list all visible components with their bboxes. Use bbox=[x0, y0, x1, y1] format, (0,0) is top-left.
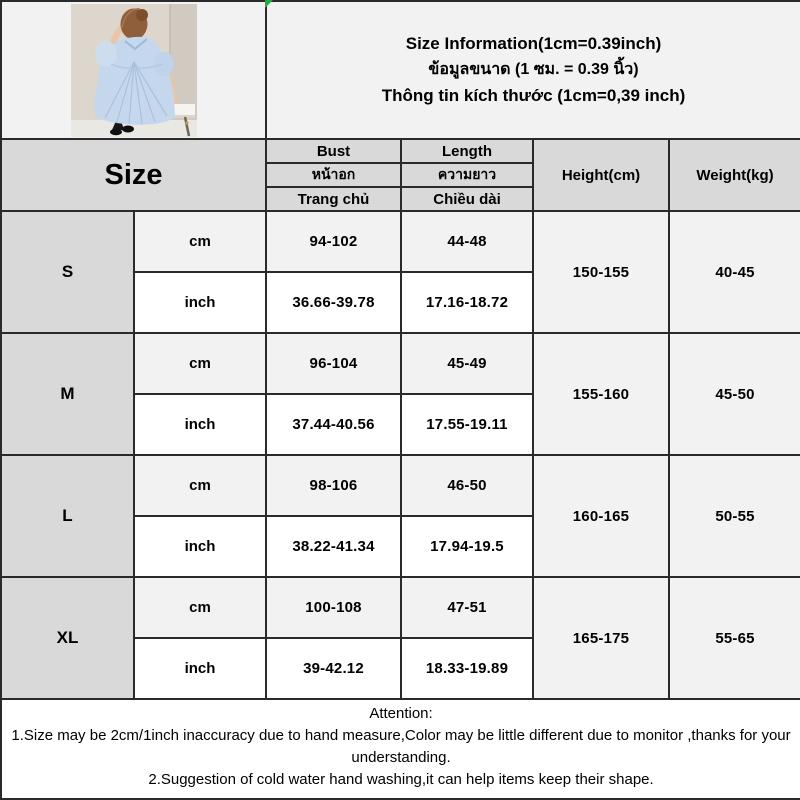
length-header-vi: Chiều dài bbox=[401, 187, 533, 211]
s-cm-bust: 94-102 bbox=[266, 211, 401, 272]
m-inch-length: 17.55-19.11 bbox=[401, 394, 533, 455]
title-english: Size Information(1cm=0.39inch) bbox=[405, 34, 662, 53]
m-cm-bust: 96-104 bbox=[266, 333, 401, 394]
m-cm-length: 45-49 bbox=[401, 333, 533, 394]
attention-note-1: 1.Size may be 2cm/1inch inaccuracy due to hand measure,Color may be little different due to monitor ,thanks for your understanding. bbox=[11, 727, 791, 766]
height-header: Height(cm) bbox=[533, 139, 669, 211]
s-height: 150-155 bbox=[533, 211, 669, 333]
length-header-en: Length bbox=[401, 139, 533, 163]
xl-inch-bust: 39-42.12 bbox=[266, 638, 401, 699]
product-photo-cell bbox=[1, 1, 266, 139]
bust-header-en: Bust bbox=[266, 139, 401, 163]
size-label-l: L bbox=[1, 455, 134, 577]
l-height: 160-165 bbox=[533, 455, 669, 577]
unit-inch-cell: inch bbox=[134, 638, 266, 699]
unit-cm-cell: cm bbox=[134, 333, 266, 394]
unit-cm-cell: cm bbox=[134, 211, 266, 272]
l-weight: 50-55 bbox=[669, 455, 800, 577]
l-inch-length: 17.94-19.5 bbox=[401, 516, 533, 577]
unit-cm-cell: cm bbox=[134, 455, 266, 516]
m-height: 155-160 bbox=[533, 333, 669, 455]
unit-inch-cell: inch bbox=[134, 516, 266, 577]
xl-cm-bust: 100-108 bbox=[266, 577, 401, 638]
size-label-s: S bbox=[1, 211, 134, 333]
s-cm-length: 44-48 bbox=[401, 211, 533, 272]
product-photo bbox=[71, 4, 197, 137]
size-info-title bbox=[266, 1, 800, 139]
title-thai: ข้อมูลขนาด (1 ซม. = 0.39 นิ้ว) bbox=[428, 61, 639, 78]
xl-cm-length: 47-51 bbox=[401, 577, 533, 638]
m-inch-bust: 37.44-40.56 bbox=[266, 394, 401, 455]
l-cm-length: 46-50 bbox=[401, 455, 533, 516]
l-cm-bust: 98-106 bbox=[266, 455, 401, 516]
size-label-xl: XL bbox=[1, 577, 134, 699]
attention-section bbox=[1, 699, 800, 799]
unit-inch-cell: inch bbox=[134, 394, 266, 455]
m-weight: 45-50 bbox=[669, 333, 800, 455]
l-inch-bust: 38.22-41.34 bbox=[266, 516, 401, 577]
s-inch-length: 17.16-18.72 bbox=[401, 272, 533, 333]
xl-weight: 55-65 bbox=[669, 577, 800, 699]
xl-inch-length: 18.33-19.89 bbox=[401, 638, 533, 699]
unit-cm-cell: cm bbox=[134, 577, 266, 638]
attention-note-2: 2.Suggestion of cold water hand washing,it can help items keep their shape. bbox=[148, 771, 654, 788]
green-flag-marker bbox=[265, 0, 273, 8]
title-vietnamese: Thông tin kích thước (1cm=0,39 inch) bbox=[381, 86, 686, 105]
unit-inch-cell: inch bbox=[134, 272, 266, 333]
attention-title: Attention: bbox=[369, 705, 433, 722]
bust-header-vi: Trang chủ bbox=[266, 187, 401, 211]
size-label-m: M bbox=[1, 333, 134, 455]
xl-height: 165-175 bbox=[533, 577, 669, 699]
bust-header-th: หน้าอก bbox=[266, 163, 401, 187]
length-header-th: ความยาว bbox=[401, 163, 533, 187]
s-inch-bust: 36.66-39.78 bbox=[266, 272, 401, 333]
size-column-header: Size bbox=[1, 139, 266, 211]
s-weight: 40-45 bbox=[669, 211, 800, 333]
weight-header: Weight(kg) bbox=[669, 139, 800, 211]
